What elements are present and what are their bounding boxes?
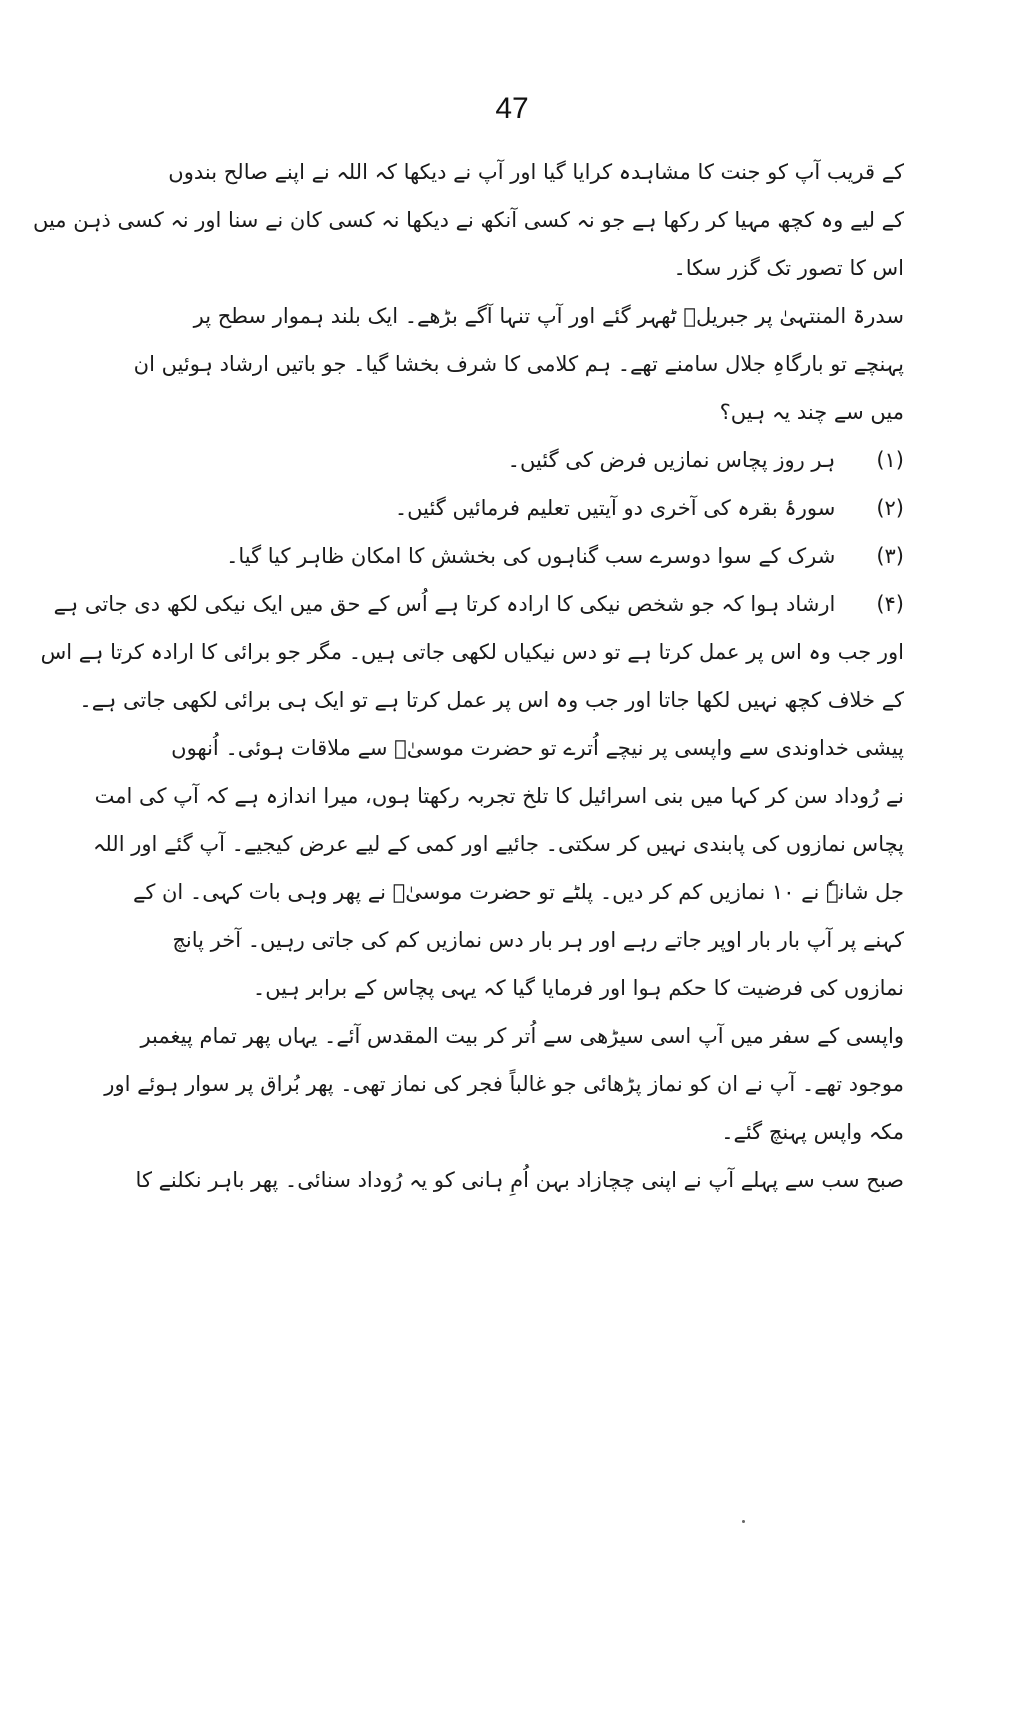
list-item bbox=[148, 484, 904, 532]
text-line: کے خلاف کچھ نہیں لکھا جاتا اور جب وہ اس پر عمل کرتا ہے تو ایک ہی برائی لکھی جاتی ہے۔ bbox=[79, 688, 904, 712]
text-line: سدرۃ المنتہیٰ پر جبریلؑ ٹھہر گئے اور آپ تنہا آگے بڑھے۔ ایک بلند ہموار سطح پر bbox=[193, 304, 904, 328]
paper-speck bbox=[742, 1520, 745, 1523]
list-item bbox=[148, 436, 904, 484]
text-line: پچاس نمازوں کی پابندی نہیں کر سکتی۔ جائیے اور کمی کے لیے عرض کیجیے۔ آپ گئے اور اللہ bbox=[93, 832, 904, 856]
text-line: صبح سب سے پہلے آپ نے اپنی چچازاد بہن اُمِ ہانی کو یہ رُوداد سنائی۔ پھر باہر نکلنے کا bbox=[135, 1168, 904, 1192]
text-line: میں سے چند یہ ہیں؟ bbox=[719, 400, 904, 424]
list-item-text: شرک کے سوا دوسرے سب گناہوں کی بخشش کا امکان ظاہر کیا گیا۔ bbox=[226, 544, 836, 568]
text-line: موجود تھے۔ آپ نے ان کو نماز پڑھائی جو غالباً فجر کی نماز تھی۔ پھر بُراق پر سوار ہوئے اور bbox=[104, 1072, 904, 1096]
list-item-text: ہر روز پچاس نمازیں فرض کی گئیں۔ bbox=[507, 448, 836, 472]
text-line: کہنے پر آپ بار بار اوپر جاتے رہے اور ہر بار دس نمازیں کم کی جاتی رہیں۔ آخر پانچ bbox=[172, 928, 904, 952]
text-line: کے قریب آپ کو جنت کا مشاہدہ کرایا گیا اور آپ نے دیکھا کہ اللہ نے اپنے صالح بندوں bbox=[168, 160, 904, 184]
text-line: نمازوں کی فرضیت کا حکم ہوا اور فرمایا گیا کہ یہی پچاس کے برابر ہیں۔ bbox=[252, 976, 904, 1000]
text-line: کے لیے وہ کچھ مہیا کر رکھا ہے جو نہ کسی آنکھ نے دیکھا نہ کسی کان نے سنا اور نہ کسی ذہن میں bbox=[32, 208, 904, 232]
list-item-text: سورۂ بقرہ کی آخری دو آیتیں تعلیم فرمائیں گئیں۔ bbox=[394, 496, 836, 520]
list-item-number: (۲) bbox=[876, 496, 904, 520]
list-item-number: (۴) bbox=[876, 592, 904, 616]
list-item-number: (۱) bbox=[876, 448, 904, 472]
text-line: پیشی خداوندی سے واپسی پر نیچے اُترے تو حضرت موسیٰؑ سے ملاقات ہوئی۔ اُنھوں bbox=[171, 736, 904, 760]
list-item-number: (۳) bbox=[876, 544, 904, 568]
list-item bbox=[53, 580, 904, 628]
text-line: اور جب وہ اس پر عمل کرتا ہے تو دس نیکیاں لکھی جاتی ہیں۔ مگر جو برائی کا ارادہ کرتا ہے اس bbox=[40, 640, 904, 664]
text-line: پہنچے تو بارگاہِ جلال سامنے تھے۔ ہم کلامی کا شرف بخشا گیا۔ جو باتیں ارشاد ہوئیں ان bbox=[133, 352, 904, 376]
page-number: 47 bbox=[495, 92, 529, 125]
text-line: مکہ واپس پہنچ گئے۔ bbox=[721, 1120, 904, 1144]
body-text bbox=[32, 148, 904, 1204]
list-item-text: ارشاد ہوا کہ جو شخص نیکی کا ارادہ کرتا ہے اُس کے حق میں ایک نیکی لکھ دی جاتی ہے bbox=[53, 592, 836, 616]
list-item bbox=[148, 532, 904, 580]
text-line: واپسی کے سفر میں آپ اسی سیڑھی سے اُتر کر بیت المقدس آئے۔ یہاں پھر تمام پیغمبر bbox=[140, 1024, 904, 1048]
text-line: نے رُوداد سن کر کہا میں بنی اسرائیل کا تلخ تجربہ رکھتا ہوں، میرا اندازہ ہے کہ آپ کی امت bbox=[94, 784, 904, 808]
text-line: اس کا تصور تک گزر سکا۔ bbox=[673, 256, 904, 280]
text-line: جل شانہٗ نے ۱۰ نمازیں کم کر دیں۔ پلٹے تو حضرت موسیٰؑ نے پھر وہی بات کہی۔ ان کے bbox=[133, 880, 904, 904]
